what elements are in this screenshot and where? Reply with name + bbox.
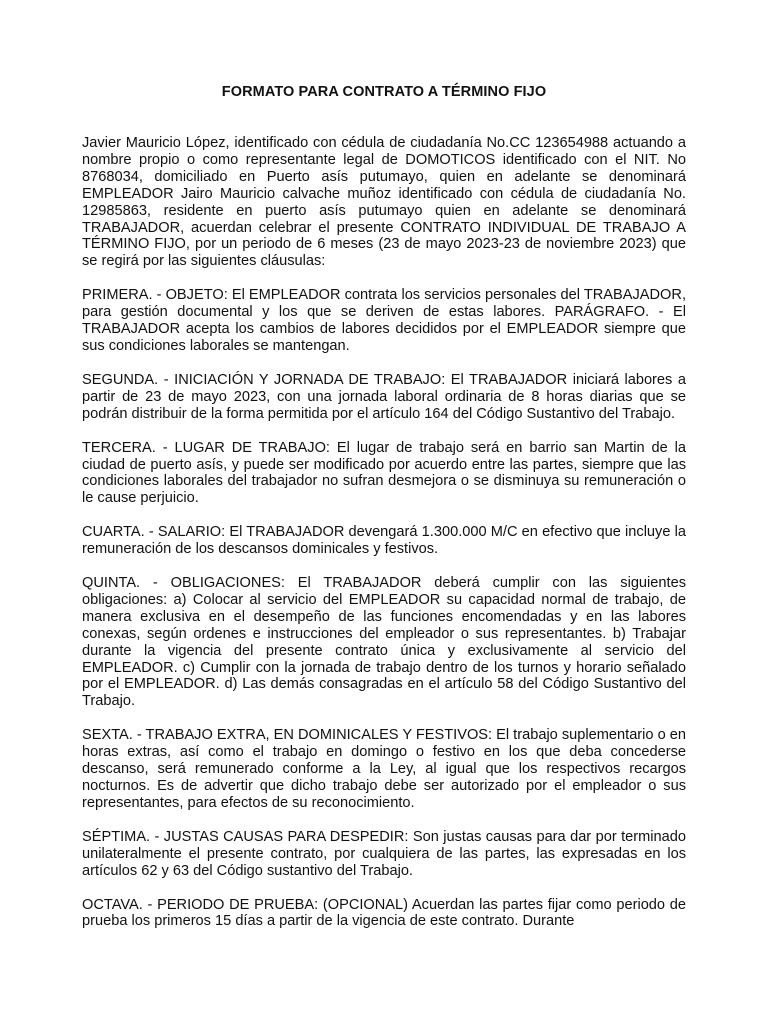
clause-septima: SÉPTIMA. - JUSTAS CAUSAS PARA DESPEDIR: Son justas causas para dar por terminado unilateralmente el presente contrato, por cualquiera de las partes, las expresadas en los artículos 62 y 63 del Código sustantivo del Trabajo. xyxy=(82,828,686,879)
clause-sexta: SEXTA. - TRABAJO EXTRA, EN DOMINICALES Y FESTIVOS: El trabajo suplementario o en horas extras, así como el trabajo en domingo o festivo en los que deba concederse descanso, será remunerado conforme a la Ley, al igual que los respectivos recargos nocturnos. Es de advertir que dicho trabajo debe ser autorizado por el empleador o sus representantes, para efectos de su reconocimiento. xyxy=(82,727,686,811)
clause-primera: PRIMERA. - OBJETO: El EMPLEADOR contrata los servicios personales del TRABAJADOR, para gestión documental y los que se deriven de estas labores. PARÁGRAFO. - El TRABAJADOR acepta los cambios de labores decididos por el EMPLEADOR siempre que sus condiciones laborales se mantengan. xyxy=(82,287,686,354)
clause-segunda: SEGUNDA. - INICIACIÓN Y JORNADA DE TRABAJO: El TRABAJADOR iniciará labores a partir de 23 de mayo 2023, con una jornada laboral ordinaria de 8 horas diarias que se podrán distribuir de la forma permitida por el artículo 164 del Código Sustantivo del Trabajo. xyxy=(82,371,686,422)
clause-octava: OCTAVA. - PERIODO DE PRUEBA: (OPCIONAL) Acuerdan las partes fijar como periodo de prueba los primeros 15 días a partir de la vigencia de este contrato. Durante xyxy=(82,896,686,930)
clause-tercera: TERCERA. - LUGAR DE TRABAJO: El lugar de trabajo será en barrio san Martin de la ciudad de puerto asís, y puede ser modificado por acuerdo entre las partes, siempre que las condiciones laborales del trabajador no sufran desmejora o se disminuya su remuneración o le cause perjuicio. xyxy=(82,439,686,507)
document-title: FORMATO PARA CONTRATO A TÉRMINO FIJO xyxy=(221,84,547,100)
clause-quinta: QUINTA. - OBLIGACIONES: El TRABAJADOR deberá cumplir con las siguientes obligaciones: a) Colocar al servicio del EMPLEADOR su capacidad normal de trabajo, de manera exclusiva en el desempeño de las funciones encomendadas y en las labores conexas, según ordenes e instrucciones del empleador o sus representantes. b) Trabajar durante la vigencia del presente contrato única y exclusivamente al servicio del EMPLEADOR. c) Cumplir con la jornada de trabajo dentro de los turnos y horario señalado por el EMPLEADOR. d) Las demás consagradas en el artículo 58 del Código Sustantivo del Trabajo. xyxy=(82,575,686,710)
document-body xyxy=(82,135,686,947)
paragraph-intro: Javier Mauricio López, identificado con cédula de ciudadanía No.CC 123654988 actuando a nombre propio o como representante legal de DOMOTICOS identificado con el NIT. No 8768034, domiciliado en Puerto asís putumayo, quien en adelante se denominará EMPLEADOR Jairo Mauricio calvache muñoz identificado con cédula de ciudadanía No. 12985863, residente en puerto asís putumayo quien en adelante se denominará TRABAJADOR, acuerdan celebrar el presente CONTRATO INDIVIDUAL DE TRABAJO A TÉRMINO FIJO, por un periodo de 6 meses (23 de mayo 2023-23 de noviembre 2023) que se regirá por las siguientes cláusulas: xyxy=(82,135,686,270)
clause-cuarta: CUARTA. - SALARIO: El TRABAJADOR devengará 1.300.000 M/C en efectivo que incluye la remuneración de los descansos dominicales y festivos. xyxy=(82,524,686,558)
